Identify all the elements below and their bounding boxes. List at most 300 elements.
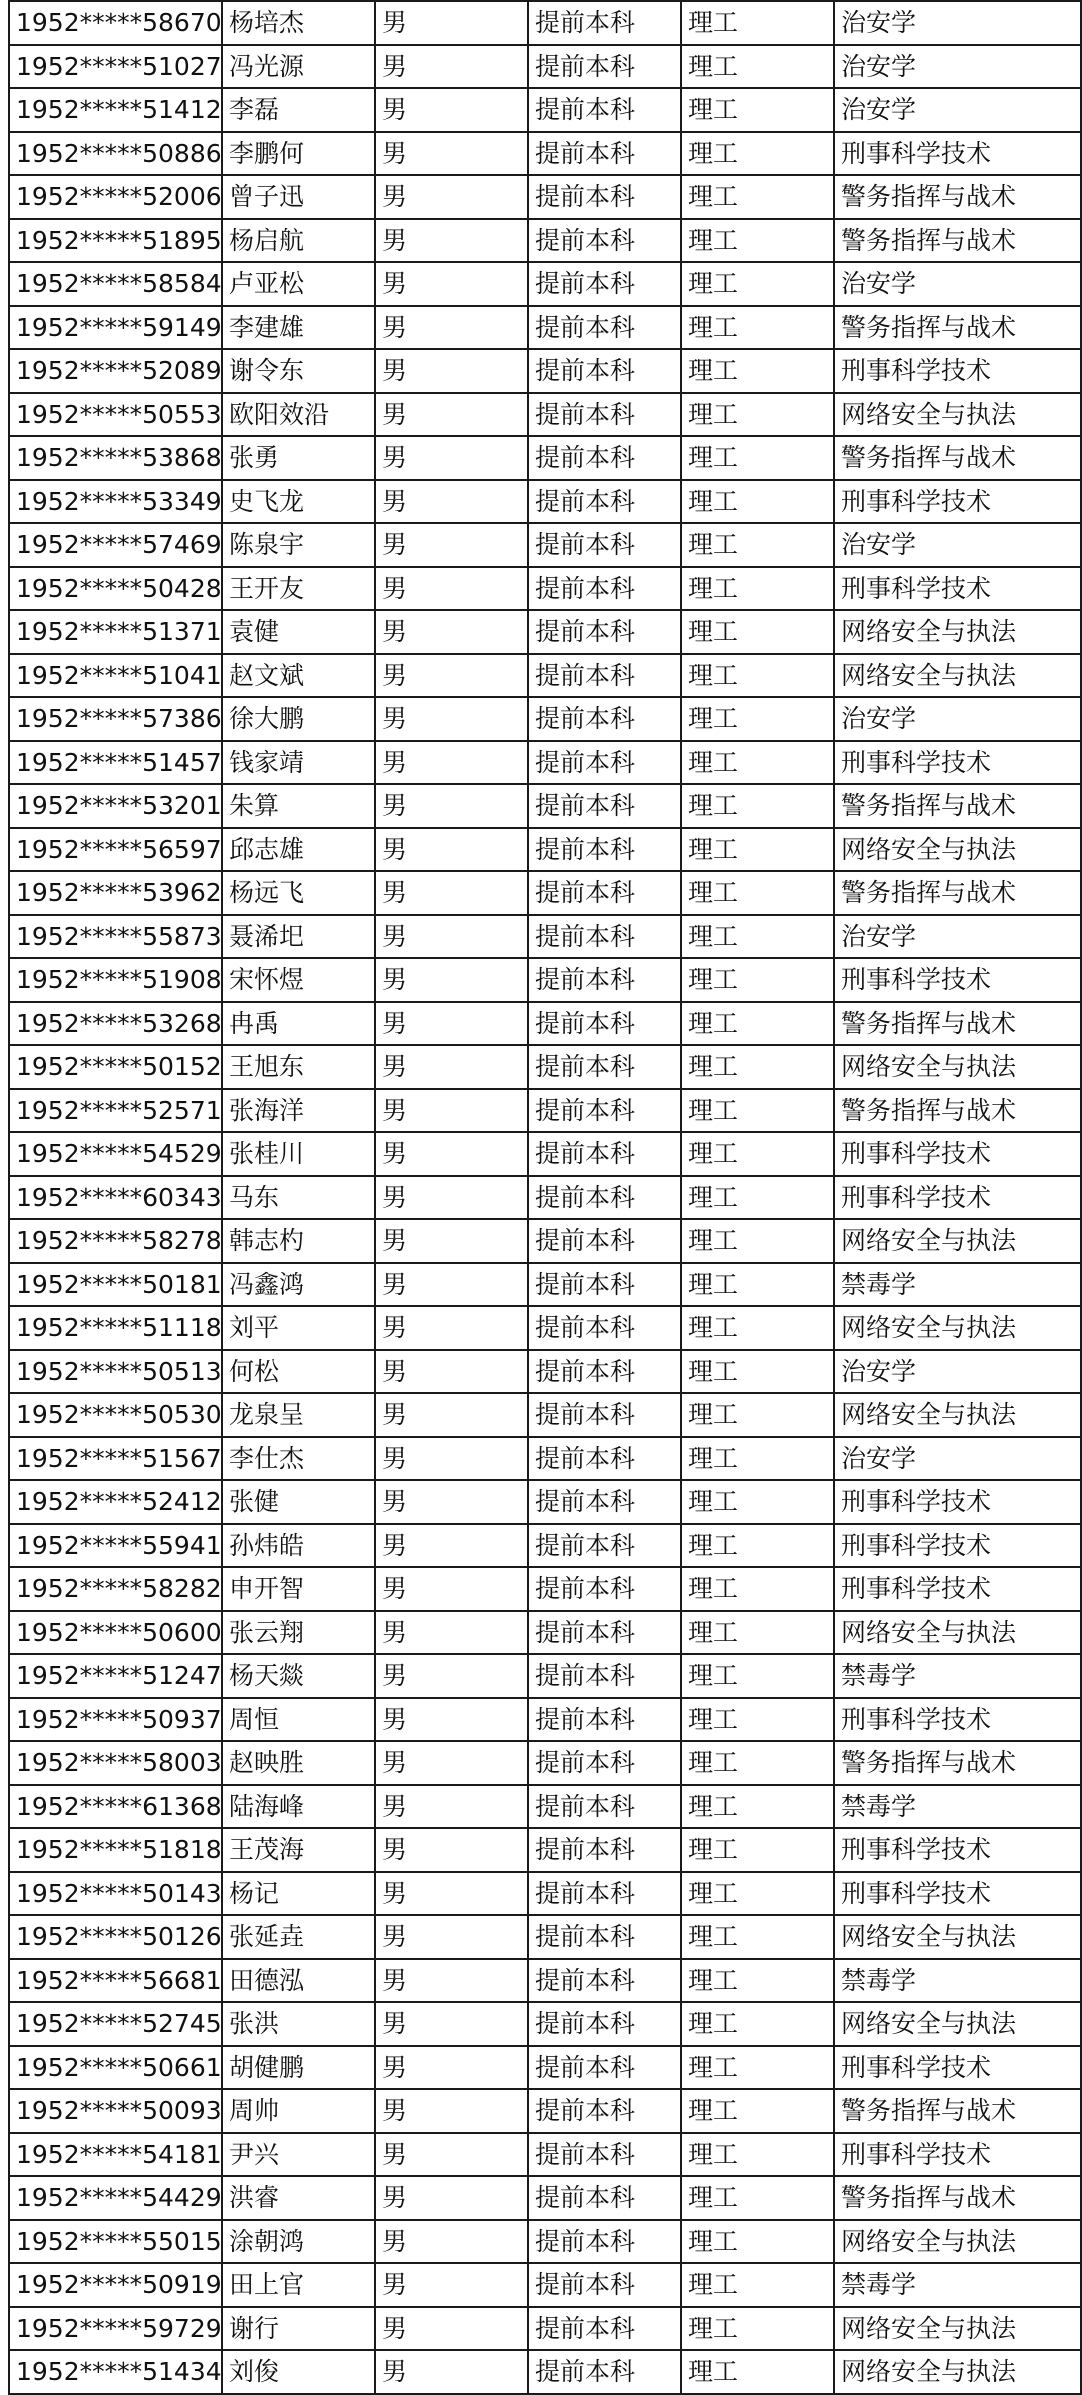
category-cell: 理工 <box>681 480 834 524</box>
category-cell: 理工 <box>681 1611 834 1655</box>
major-cell: 刑事科学技术 <box>834 132 1081 176</box>
major-cell: 刑事科学技术 <box>834 349 1081 393</box>
table-row <box>9 697 1081 741</box>
table-row <box>9 1741 1081 1785</box>
candidate-id-cell: 1952*****50600 <box>9 1611 222 1655</box>
gender-cell: 男 <box>375 262 528 306</box>
category-cell: 理工 <box>681 436 834 480</box>
table-row <box>9 2089 1081 2133</box>
major-cell: 禁毒学 <box>834 1785 1081 1829</box>
category-cell: 理工 <box>681 1567 834 1611</box>
table-row <box>9 610 1081 654</box>
table-row <box>9 1132 1081 1176</box>
candidate-id-cell: 1952*****51908 <box>9 958 222 1002</box>
gender-cell: 男 <box>375 1480 528 1524</box>
major-cell: 刑事科学技术 <box>834 1872 1081 1916</box>
student-name-cell: 张洪 <box>222 2002 375 2046</box>
table-row <box>9 262 1081 306</box>
table-row <box>9 349 1081 393</box>
gender-cell: 男 <box>375 393 528 437</box>
student-name-cell: 杨培杰 <box>222 1 375 45</box>
student-name-cell: 卢亚松 <box>222 262 375 306</box>
gender-cell: 男 <box>375 1 528 45</box>
gender-cell: 男 <box>375 1785 528 1829</box>
major-cell: 网络安全与执法 <box>834 2220 1081 2264</box>
table-row <box>9 2046 1081 2090</box>
student-name-cell: 杨记 <box>222 1872 375 1916</box>
category-cell: 理工 <box>681 741 834 785</box>
gender-cell: 男 <box>375 828 528 872</box>
category-cell: 理工 <box>681 567 834 611</box>
student-name-cell: 孙炜皓 <box>222 1524 375 1568</box>
table-row <box>9 1437 1081 1481</box>
table-row <box>9 2307 1081 2351</box>
major-cell: 网络安全与执法 <box>834 393 1081 437</box>
table-row <box>9 1567 1081 1611</box>
candidate-id-cell: 1952*****51567 <box>9 1437 222 1481</box>
major-cell: 警务指挥与战术 <box>834 1002 1081 1046</box>
batch-cell: 提前本科 <box>528 1480 681 1524</box>
major-cell: 禁毒学 <box>834 1959 1081 2003</box>
category-cell: 理工 <box>681 2133 834 2177</box>
student-name-cell: 李建雄 <box>222 306 375 350</box>
candidate-id-cell: 1952*****56597 <box>9 828 222 872</box>
candidate-id-cell: 1952*****50126 <box>9 1915 222 1959</box>
gender-cell: 男 <box>375 349 528 393</box>
table-row <box>9 1263 1081 1307</box>
category-cell: 理工 <box>681 1132 834 1176</box>
major-cell: 网络安全与执法 <box>834 2307 1081 2351</box>
major-cell: 刑事科学技术 <box>834 1480 1081 1524</box>
gender-cell: 男 <box>375 436 528 480</box>
category-cell: 理工 <box>681 1306 834 1350</box>
candidate-id-cell: 1952*****52745 <box>9 2002 222 2046</box>
table-row <box>9 175 1081 219</box>
student-name-cell: 陈泉宇 <box>222 523 375 567</box>
table-row <box>9 1350 1081 1394</box>
gender-cell: 男 <box>375 1654 528 1698</box>
category-cell: 理工 <box>681 654 834 698</box>
category-cell: 理工 <box>681 1 834 45</box>
major-cell: 治安学 <box>834 45 1081 89</box>
batch-cell: 提前本科 <box>528 2046 681 2090</box>
category-cell: 理工 <box>681 2002 834 2046</box>
student-name-cell: 李磊 <box>222 88 375 132</box>
student-name-cell: 何松 <box>222 1350 375 1394</box>
major-cell: 网络安全与执法 <box>834 828 1081 872</box>
student-name-cell: 胡健鹏 <box>222 2046 375 2090</box>
category-cell: 理工 <box>681 1915 834 1959</box>
category-cell: 理工 <box>681 784 834 828</box>
batch-cell: 提前本科 <box>528 88 681 132</box>
student-name-cell: 杨启航 <box>222 219 375 263</box>
category-cell: 理工 <box>681 1654 834 1698</box>
gender-cell: 男 <box>375 45 528 89</box>
category-cell: 理工 <box>681 132 834 176</box>
gender-cell: 男 <box>375 1306 528 1350</box>
candidate-id-cell: 1952*****53201 <box>9 784 222 828</box>
category-cell: 理工 <box>681 697 834 741</box>
major-cell: 警务指挥与战术 <box>834 1089 1081 1133</box>
table-row <box>9 2133 1081 2177</box>
candidate-id-cell: 1952*****60343 <box>9 1176 222 1220</box>
category-cell: 理工 <box>681 1872 834 1916</box>
student-name-cell: 朱算 <box>222 784 375 828</box>
candidate-id-cell: 1952*****52006 <box>9 175 222 219</box>
table-row <box>9 1045 1081 1089</box>
gender-cell: 男 <box>375 1132 528 1176</box>
candidate-id-cell: 1952*****53868 <box>9 436 222 480</box>
candidate-id-cell: 1952*****58670 <box>9 1 222 45</box>
candidate-id-cell: 1952*****52412 <box>9 1480 222 1524</box>
table-row <box>9 1828 1081 1872</box>
student-name-cell: 李仕杰 <box>222 1437 375 1481</box>
major-cell: 警务指挥与战术 <box>834 436 1081 480</box>
candidate-id-cell: 1952*****51027 <box>9 45 222 89</box>
table-row <box>9 1089 1081 1133</box>
major-cell: 网络安全与执法 <box>834 2002 1081 2046</box>
candidate-id-cell: 1952*****55941 <box>9 1524 222 1568</box>
table-row <box>9 1480 1081 1524</box>
gender-cell: 男 <box>375 784 528 828</box>
table-row <box>9 1002 1081 1046</box>
student-name-cell: 张云翔 <box>222 1611 375 1655</box>
major-cell: 刑事科学技术 <box>834 741 1081 785</box>
table-row <box>9 741 1081 785</box>
batch-cell: 提前本科 <box>528 45 681 89</box>
batch-cell: 提前本科 <box>528 2002 681 2046</box>
student-name-cell: 冯鑫鸿 <box>222 1263 375 1307</box>
gender-cell: 男 <box>375 1045 528 1089</box>
gender-cell: 男 <box>375 958 528 1002</box>
category-cell: 理工 <box>681 262 834 306</box>
student-name-cell: 张桂川 <box>222 1132 375 1176</box>
major-cell: 网络安全与执法 <box>834 1045 1081 1089</box>
student-name-cell: 尹兴 <box>222 2133 375 2177</box>
major-cell: 刑事科学技术 <box>834 567 1081 611</box>
gender-cell: 男 <box>375 1089 528 1133</box>
category-cell: 理工 <box>681 2307 834 2351</box>
table-row <box>9 436 1081 480</box>
gender-cell: 男 <box>375 1263 528 1307</box>
category-cell: 理工 <box>681 1393 834 1437</box>
table-row <box>9 1176 1081 1220</box>
gender-cell: 男 <box>375 610 528 654</box>
major-cell: 刑事科学技术 <box>834 1524 1081 1568</box>
category-cell: 理工 <box>681 1002 834 1046</box>
table-row <box>9 828 1081 872</box>
student-name-cell: 张勇 <box>222 436 375 480</box>
category-cell: 理工 <box>681 828 834 872</box>
batch-cell: 提前本科 <box>528 610 681 654</box>
gender-cell: 男 <box>375 1176 528 1220</box>
candidate-id-cell: 1952*****57469 <box>9 523 222 567</box>
student-name-cell: 赵映胜 <box>222 1741 375 1785</box>
table-row <box>9 132 1081 176</box>
student-name-cell: 杨天燚 <box>222 1654 375 1698</box>
candidate-id-cell: 1952*****53962 <box>9 871 222 915</box>
gender-cell: 男 <box>375 2263 528 2307</box>
batch-cell: 提前本科 <box>528 1785 681 1829</box>
table-row <box>9 1654 1081 1698</box>
table-row <box>9 2176 1081 2220</box>
gender-cell: 男 <box>375 697 528 741</box>
student-name-cell: 欧阳效沿 <box>222 393 375 437</box>
table-row <box>9 1872 1081 1916</box>
candidate-id-cell: 1952*****50937 <box>9 1698 222 1742</box>
gender-cell: 男 <box>375 523 528 567</box>
candidate-id-cell: 1952*****54529 <box>9 1132 222 1176</box>
category-cell: 理工 <box>681 2046 834 2090</box>
student-name-cell: 宋怀煜 <box>222 958 375 1002</box>
student-name-cell: 周帅 <box>222 2089 375 2133</box>
gender-cell: 男 <box>375 915 528 959</box>
gender-cell: 男 <box>375 1002 528 1046</box>
student-name-cell: 张健 <box>222 1480 375 1524</box>
admission-table-body <box>9 1 1081 2394</box>
major-cell: 网络安全与执法 <box>834 1393 1081 1437</box>
student-name-cell: 韩志杓 <box>222 1219 375 1263</box>
batch-cell: 提前本科 <box>528 1393 681 1437</box>
candidate-id-cell: 1952*****50152 <box>9 1045 222 1089</box>
candidate-id-cell: 1952*****51434 <box>9 2350 222 2394</box>
gender-cell: 男 <box>375 567 528 611</box>
gender-cell: 男 <box>375 1350 528 1394</box>
student-name-cell: 陆海峰 <box>222 1785 375 1829</box>
candidate-id-cell: 1952*****51371 <box>9 610 222 654</box>
table-row <box>9 871 1081 915</box>
gender-cell: 男 <box>375 1437 528 1481</box>
table-row <box>9 1393 1081 1437</box>
student-name-cell: 谢行 <box>222 2307 375 2351</box>
batch-cell: 提前本科 <box>528 480 681 524</box>
candidate-id-cell: 1952*****59149 <box>9 306 222 350</box>
table-row <box>9 915 1081 959</box>
table-row <box>9 2220 1081 2264</box>
gender-cell: 男 <box>375 2046 528 2090</box>
batch-cell: 提前本科 <box>528 2307 681 2351</box>
gender-cell: 男 <box>375 480 528 524</box>
candidate-id-cell: 1952*****53268 <box>9 1002 222 1046</box>
batch-cell: 提前本科 <box>528 1654 681 1698</box>
category-cell: 理工 <box>681 1437 834 1481</box>
student-name-cell: 涂朝鸿 <box>222 2220 375 2264</box>
batch-cell: 提前本科 <box>528 2220 681 2264</box>
admission-table <box>8 0 1082 2395</box>
category-cell: 理工 <box>681 2089 834 2133</box>
batch-cell: 提前本科 <box>528 2133 681 2177</box>
major-cell: 刑事科学技术 <box>834 958 1081 1002</box>
category-cell: 理工 <box>681 45 834 89</box>
table-row <box>9 480 1081 524</box>
candidate-id-cell: 1952*****54429 <box>9 2176 222 2220</box>
major-cell: 网络安全与执法 <box>834 2350 1081 2394</box>
gender-cell: 男 <box>375 654 528 698</box>
major-cell: 刑事科学技术 <box>834 1132 1081 1176</box>
batch-cell: 提前本科 <box>528 654 681 698</box>
gender-cell: 男 <box>375 175 528 219</box>
student-name-cell: 钱家靖 <box>222 741 375 785</box>
major-cell: 治安学 <box>834 1437 1081 1481</box>
student-name-cell: 王旭东 <box>222 1045 375 1089</box>
batch-cell: 提前本科 <box>528 1002 681 1046</box>
student-name-cell: 徐大鹏 <box>222 697 375 741</box>
gender-cell: 男 <box>375 2176 528 2220</box>
candidate-id-cell: 1952*****61368 <box>9 1785 222 1829</box>
batch-cell: 提前本科 <box>528 349 681 393</box>
student-name-cell: 冉禹 <box>222 1002 375 1046</box>
batch-cell: 提前本科 <box>528 1219 681 1263</box>
student-name-cell: 马东 <box>222 1176 375 1220</box>
category-cell: 理工 <box>681 393 834 437</box>
category-cell: 理工 <box>681 2263 834 2307</box>
category-cell: 理工 <box>681 1959 834 2003</box>
category-cell: 理工 <box>681 523 834 567</box>
category-cell: 理工 <box>681 1089 834 1133</box>
student-name-cell: 李鹏何 <box>222 132 375 176</box>
major-cell: 刑事科学技术 <box>834 1567 1081 1611</box>
batch-cell: 提前本科 <box>528 1524 681 1568</box>
batch-cell: 提前本科 <box>528 1567 681 1611</box>
gender-cell: 男 <box>375 1828 528 1872</box>
student-name-cell: 周恒 <box>222 1698 375 1742</box>
major-cell: 刑事科学技术 <box>834 1828 1081 1872</box>
table-row <box>9 1698 1081 1742</box>
batch-cell: 提前本科 <box>528 1872 681 1916</box>
candidate-id-cell: 1952*****50428 <box>9 567 222 611</box>
candidate-id-cell: 1952*****53349 <box>9 480 222 524</box>
batch-cell: 提前本科 <box>528 1698 681 1742</box>
gender-cell: 男 <box>375 1915 528 1959</box>
category-cell: 理工 <box>681 1045 834 1089</box>
batch-cell: 提前本科 <box>528 784 681 828</box>
major-cell: 刑事科学技术 <box>834 480 1081 524</box>
batch-cell: 提前本科 <box>528 958 681 1002</box>
major-cell: 禁毒学 <box>834 2263 1081 2307</box>
batch-cell: 提前本科 <box>528 1 681 45</box>
table-row <box>9 219 1081 263</box>
gender-cell: 男 <box>375 1567 528 1611</box>
student-name-cell: 刘俊 <box>222 2350 375 2394</box>
batch-cell: 提前本科 <box>528 567 681 611</box>
candidate-id-cell: 1952*****55873 <box>9 915 222 959</box>
gender-cell: 男 <box>375 2220 528 2264</box>
gender-cell: 男 <box>375 871 528 915</box>
candidate-id-cell: 1952*****58003 <box>9 1741 222 1785</box>
batch-cell: 提前本科 <box>528 741 681 785</box>
major-cell: 治安学 <box>834 697 1081 741</box>
student-name-cell: 刘平 <box>222 1306 375 1350</box>
batch-cell: 提前本科 <box>528 1132 681 1176</box>
gender-cell: 男 <box>375 1524 528 1568</box>
student-name-cell: 史飞龙 <box>222 480 375 524</box>
major-cell: 警务指挥与战术 <box>834 784 1081 828</box>
gender-cell: 男 <box>375 2307 528 2351</box>
batch-cell: 提前本科 <box>528 2089 681 2133</box>
gender-cell: 男 <box>375 1611 528 1655</box>
category-cell: 理工 <box>681 1480 834 1524</box>
batch-cell: 提前本科 <box>528 1176 681 1220</box>
candidate-id-cell: 1952*****52571 <box>9 1089 222 1133</box>
candidate-id-cell: 1952*****51118 <box>9 1306 222 1350</box>
batch-cell: 提前本科 <box>528 2350 681 2394</box>
batch-cell: 提前本科 <box>528 828 681 872</box>
batch-cell: 提前本科 <box>528 1915 681 1959</box>
candidate-id-cell: 1952*****54181 <box>9 2133 222 2177</box>
student-name-cell: 洪睿 <box>222 2176 375 2220</box>
batch-cell: 提前本科 <box>528 1959 681 2003</box>
gender-cell: 男 <box>375 1219 528 1263</box>
major-cell: 网络安全与执法 <box>834 610 1081 654</box>
batch-cell: 提前本科 <box>528 1437 681 1481</box>
student-name-cell: 杨远飞 <box>222 871 375 915</box>
batch-cell: 提前本科 <box>528 436 681 480</box>
table-row <box>9 1959 1081 2003</box>
student-name-cell: 张延垚 <box>222 1915 375 1959</box>
major-cell: 治安学 <box>834 88 1081 132</box>
candidate-id-cell: 1952*****50181 <box>9 1263 222 1307</box>
candidate-id-cell: 1952*****50530 <box>9 1393 222 1437</box>
major-cell: 刑事科学技术 <box>834 2133 1081 2177</box>
major-cell: 治安学 <box>834 1 1081 45</box>
gender-cell: 男 <box>375 2002 528 2046</box>
category-cell: 理工 <box>681 610 834 654</box>
candidate-id-cell: 1952*****58584 <box>9 262 222 306</box>
category-cell: 理工 <box>681 915 834 959</box>
student-name-cell: 曾子迅 <box>222 175 375 219</box>
student-name-cell: 袁健 <box>222 610 375 654</box>
category-cell: 理工 <box>681 958 834 1002</box>
major-cell: 治安学 <box>834 523 1081 567</box>
major-cell: 刑事科学技术 <box>834 1176 1081 1220</box>
candidate-id-cell: 1952*****51818 <box>9 1828 222 1872</box>
category-cell: 理工 <box>681 306 834 350</box>
major-cell: 治安学 <box>834 262 1081 306</box>
candidate-id-cell: 1952*****50886 <box>9 132 222 176</box>
gender-cell: 男 <box>375 2350 528 2394</box>
category-cell: 理工 <box>681 1263 834 1307</box>
student-name-cell: 龙泉呈 <box>222 1393 375 1437</box>
table-row <box>9 88 1081 132</box>
table-row <box>9 1611 1081 1655</box>
category-cell: 理工 <box>681 2220 834 2264</box>
category-cell: 理工 <box>681 175 834 219</box>
major-cell: 警务指挥与战术 <box>834 2089 1081 2133</box>
batch-cell: 提前本科 <box>528 1263 681 1307</box>
major-cell: 刑事科学技术 <box>834 1698 1081 1742</box>
candidate-id-cell: 1952*****51412 <box>9 88 222 132</box>
category-cell: 理工 <box>681 1219 834 1263</box>
batch-cell: 提前本科 <box>528 1045 681 1089</box>
candidate-id-cell: 1952*****59729 <box>9 2307 222 2351</box>
gender-cell: 男 <box>375 1872 528 1916</box>
major-cell: 网络安全与执法 <box>834 1915 1081 1959</box>
batch-cell: 提前本科 <box>528 132 681 176</box>
candidate-id-cell: 1952*****57386 <box>9 697 222 741</box>
table-row <box>9 1 1081 45</box>
major-cell: 治安学 <box>834 915 1081 959</box>
batch-cell: 提前本科 <box>528 915 681 959</box>
category-cell: 理工 <box>681 1828 834 1872</box>
candidate-id-cell: 1952*****50143 <box>9 1872 222 1916</box>
table-row <box>9 654 1081 698</box>
category-cell: 理工 <box>681 2350 834 2394</box>
table-row <box>9 2002 1081 2046</box>
table-row <box>9 2263 1081 2307</box>
batch-cell: 提前本科 <box>528 306 681 350</box>
major-cell: 网络安全与执法 <box>834 1219 1081 1263</box>
table-row <box>9 1219 1081 1263</box>
